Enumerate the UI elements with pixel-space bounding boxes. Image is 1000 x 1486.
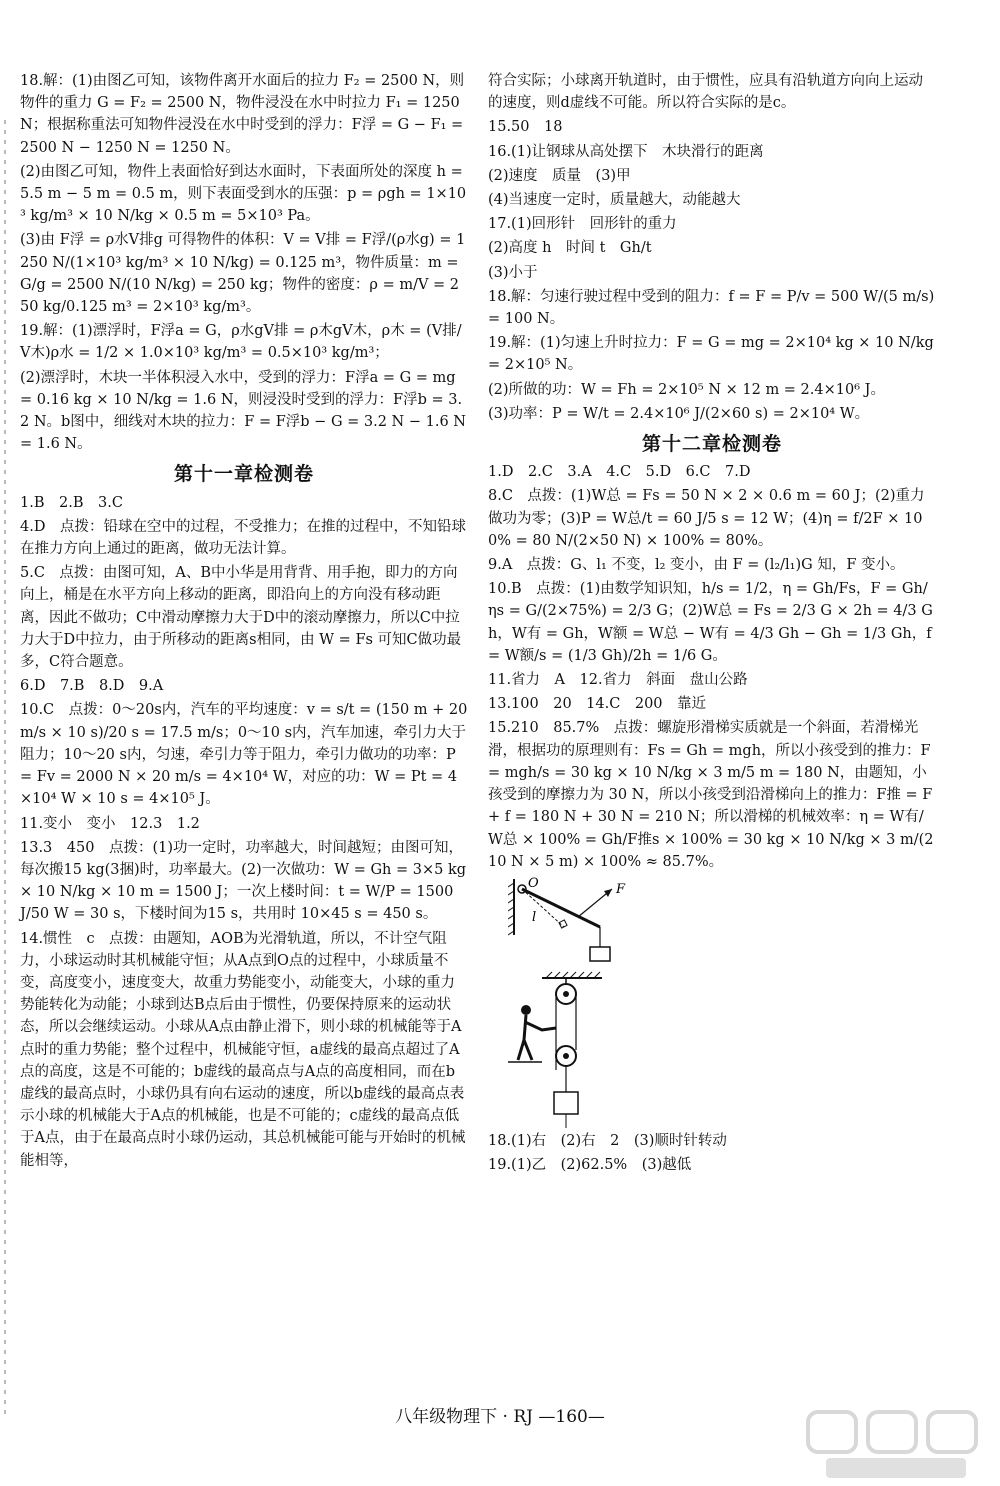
chapter-heading: 第十一章检测卷 <box>173 463 314 486</box>
answer-paragraph: (3)由 F浮 = ρ水V排g 可得物件的体积：V = V排 = F浮/(ρ水g) = 1250 N/(1×10³ kg/m³ × 10 N/kg) = 0.125 m³，物件质量：m = G/g = 2500 N/(10 N/kg) = 250 kg；物件的密度：ρ = m/V = 250 kg/0.125 m³ = 2×10³ kg/m³。 <box>20 232 466 316</box>
answer-paragraph: 13.3 450 点拨：(1)功一定时，功率越大，时间越短；由图可知，每次搬15 kg(3捆)时，功率最大。(2)一次做功：W = Gh = 3×5 kg × 10 N/kg × 10 m = 1500 J；一次上楼时间：t = W/P = 1500 J/50 W = 30 s，下楼时间为15 s，共用时 10×45 s = 450 s。 <box>20 839 467 923</box>
answer-paragraph: 10.C 点拨：0～20s内，汽车的平均速度：v = s/t = (150 m + 20 m/s × 10 s)/20 s = 17.5 m/s；0～10 s内，汽车加速，牵引力大于阻力；10～20 s内，匀速，牵引力等于阻力，牵引力做功的功率：P = Fv = 2000 N × 20 m/s = 4×10⁴ W，对应的功：W = Pt = 4×10⁴ W × 10 s = 4×10⁵ J。 <box>20 702 468 808</box>
answer-paragraph: (2)高度 h 时间 t Gh/t <box>488 240 652 257</box>
answer-paragraph: 13.100 20 14.C 200 靠近 <box>488 696 707 713</box>
answer-paragraph: (3)功率：P = W/t = 2.4×10⁶ J/(2×60 s) = 2×10⁴ W。 <box>488 405 870 422</box>
answer-paragraph: 1.D 2.C 3.A 4.C 5.D 6.C 7.D <box>488 464 751 481</box>
right-column <box>488 70 936 1178</box>
answer-paragraph: 14.惯性 c 点拨：由题知，AOB为光滑轨道，所以，不计空气阻力，小球运动时其机械能守恒；从A点到O点的过程中，小球质量不变，高度变小，速度变大，故重力势能变小，动能变大，小球的重力势能转化为动能；小球到达B点后由于惯性，仍要保持原来的运动状态，所以会继续运动。小球从A点由静止滑下，则小球的机械能等于A点时的重力势能；整个过程中，机械能守恒，a虚线的最高点超过了A点的高度，这是不可能的；b虚线的最高点与A点的高度相同，而在b虚线的最高点时，小球仍具有向右运动的速度，所以b虚线的最高点表示小球的机械能大于A点的机械能，也是不可能的；c虚线的最高点低于A点，由于在最高点时小球仍运动，其总机械能可能与开始时的机械能相等， <box>20 930 466 1169</box>
lever-diagram <box>508 875 648 970</box>
watermark-logo <box>806 1410 981 1480</box>
arm-label-l: l <box>532 909 537 925</box>
answer-paragraph: 符合实际；小球离开轨道时，由于惯性，应具有沿轨道方向向上运动的速度，则d虚线不可能。所以符合实际的是c。 <box>488 73 923 112</box>
left-column <box>20 70 468 1174</box>
answer-paragraph: 16.(1)让钢球从高处摆下 木块滑行的距离 <box>488 143 764 160</box>
answer-paragraph: 8.C 点拨：(1)W总 = Fs = 50 N × 2 × 0.6 m = 60 J；(2)重力做功为零；(3)P = W总/t = 60 J/5 s = 12 W；(4)η = f/2F × 100% = 80 N/(2×50 N) × 100% = 80%。 <box>488 488 925 549</box>
answer-paragraph: (2)由图乙可知，物件上表面恰好到达水面时，下表面所处的深度 h = 5.5 m − 5 m = 0.5 m，则下表面受到水的压强：p = ρgh = 1×10³ kg/m³ × 10 N/kg × 0.5 m = 5×10³ Pa。 <box>20 163 467 225</box>
answer-paragraph: 1.B 2.B 3.C <box>20 494 123 511</box>
answer-paragraph: 10.B 点拨：(1)由数学知识知，h/s = 1/2，η = Gh/Fs，F = Gh/ηs = G/(2×75%) = 2/3 G；(2)W总 = Fs = 2/3 G × 2h = 4/3 Gh，W有 = Gh，W额 = W总 − W有 = 4/3 Gh − Gh = 1/3 Gh，f = W额/s = (1/3 Gh)/2h = 1/6 G。 <box>488 581 933 664</box>
answer-paragraph: (2)漂浮时，木块一半体积浸入水中，受到的浮力：F浮a = G = mg = 0.16 kg × 10 N/kg = 1.6 N，则浸没时受到的浮力：F浮b = 3.2 N。b图中，细线对木块的拉力：F = F浮b − G = 3.2 N − 1.6 N = 1.6 N。 <box>20 369 466 453</box>
answer-paragraph: 17.(1)回形针 回形针的重力 <box>488 216 677 233</box>
answer-paragraph: 5.C 点拨：由图可知，A、B中小华是用背背、用手抱，即力的方向向上，桶是在水平方向上移动的距离，即沿向上的方向没有移动距离，因此不做功；C中滑动摩擦力大于D中的滚动摩擦力，所以C中拉力大于D中拉力，由于所移动的距离s相同，由 W = Fs 可知C做功最多，C符合题意。 <box>20 565 462 671</box>
answer-paragraph: (2)所做的功：W = Fh = 2×10⁵ N × 12 m = 2.4×10⁶ J。 <box>488 381 885 398</box>
answer-paragraph: (4)当速度一定时，质量越大，动能越大 <box>488 192 741 209</box>
answer-paragraph: 9.A 点拨：G、l₁ 不变，l₂ 变小，由 F = (l₂/l₁)G 知，F 变小。 <box>488 557 905 574</box>
pulley-diagram <box>502 970 632 1130</box>
answer-paragraph: 15.50 18 <box>488 119 563 136</box>
figure-16 <box>488 875 936 970</box>
answer-paragraph: 11.省力 A 12.省力 斜面 盘山公路 <box>488 672 748 689</box>
answer-paragraph: 4.D 点拨：铅球在空中的过程，不受推力；在推的过程中，不知铅球在推力方向上通过的距离，做功无法计算。 <box>20 518 466 558</box>
answer-paragraph: 19.(1)乙 (2)62.5% (3)越低 <box>488 1157 692 1174</box>
figure-17 <box>488 970 936 1130</box>
answer-paragraph: 15.210 85.7% 点拨：螺旋形滑梯实质就是一个斜面，若滑梯光滑，根据功的原理则有：Fs = Gh = mgh，所以小孩受到的推力：F = mgh/s = 30 kg × 10 N/kg × 3 m/5 m = 180 N，由题知，小孩受到的摩擦力为 30 N，所以小孩受到沿滑梯向上的推力：F推 = F + f = 180 N + 30 N = 210 N；所以滑梯的机械效率：η = W有/W总 × 100% = Gh/F推s × 100% = 30 kg × 10 N/kg × 3 m/(210 N × 5 m) × 100% ≈ 85.7%。 <box>488 720 934 870</box>
answer-paragraph: 18.解：匀速行驶过程中受到的阻力：f = F = P/v = 500 W/(5 m/s) = 100 N。 <box>488 288 935 328</box>
answer-paragraph: (2)速度 质量 (3)甲 <box>488 167 631 184</box>
answer-paragraph: (3)小于 <box>488 264 538 281</box>
answer-paragraph: 18.解：(1)由图乙可知，该物件离开水面后的拉力 F₂ = 2500 N，则物件的重力 G = F₂ = 2500 N，物件浸没在水中时拉力 F₁ = 1250 N；根据称重法可知物件浸没在水中时受到的浮力：F浮 = G − F₁ = 2500 N − 1250 N = 1250 N。 <box>20 73 465 156</box>
answer-paragraph: 11.变小 变小 12.3 1.2 <box>20 815 200 832</box>
binding-margin-dots <box>4 120 6 1420</box>
answer-paragraph: 19.解：(1)漂浮时，F浮a = G，ρ水gV排 = ρ木gV木，ρ木 = (V排/V木)ρ水 = 1/2 × 1.0×10³ kg/m³ = 0.5×10³ kg/m³； <box>20 323 462 362</box>
page-footer: 八年级物理下 · RJ —160— <box>395 1407 605 1427</box>
force-label-f: F <box>616 881 626 897</box>
pivot-label-o: O <box>528 875 539 891</box>
answer-paragraph: 18.(1)右 (2)右 2 (3)顺时针转动 <box>488 1132 727 1149</box>
answer-paragraph: 19.解：(1)匀速上升时拉力：F = G = mg = 2×10⁴ kg × 10 N/kg = 2×10⁵ N。 <box>488 335 934 374</box>
answer-paragraph: 6.D 7.B 8.D 9.A <box>20 678 164 695</box>
chapter-heading: 第十二章检测卷 <box>641 433 782 456</box>
